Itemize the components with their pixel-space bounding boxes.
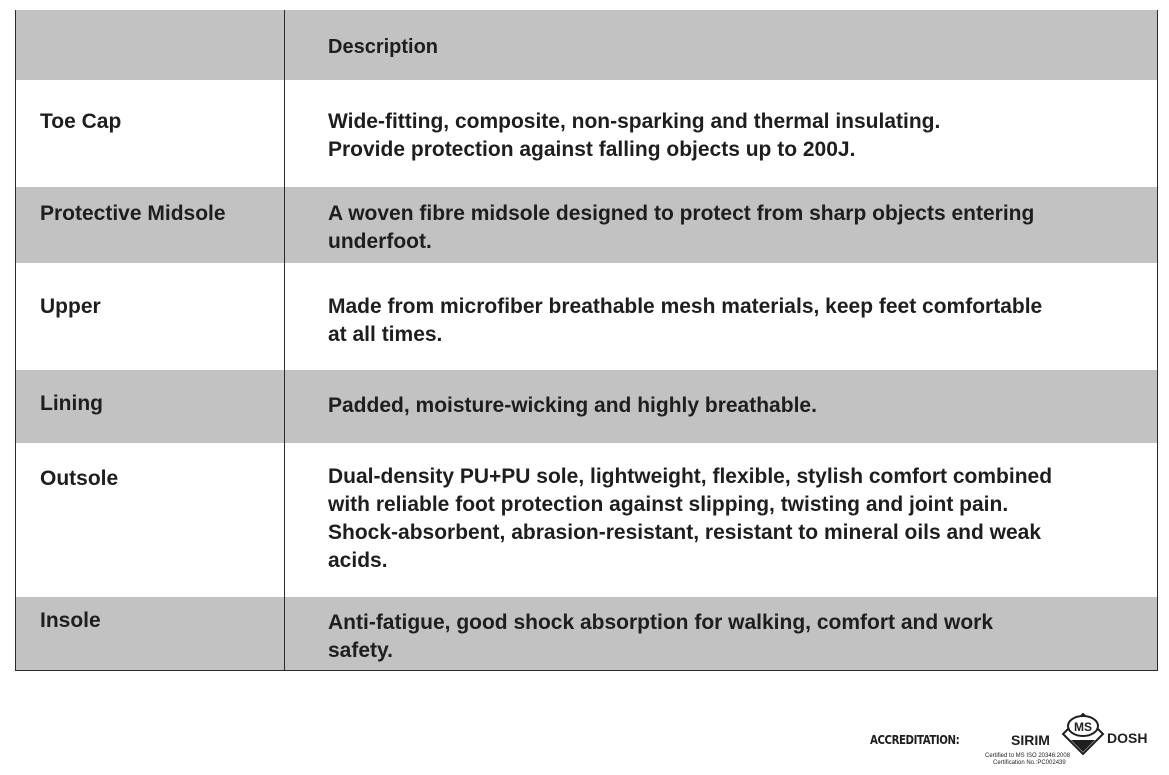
row-description (285, 187, 1157, 263)
header-label-cell (16, 10, 285, 80)
certification-number: Certification No.:PC002439 (993, 760, 1066, 766)
description-line: with reliable foot protection against slipping, twisting and joint pain. (328, 493, 1009, 516)
description-line: safety. (328, 639, 393, 662)
description-line: Shock-absorbent, abrasion-resistant, resistant to mineral oils and weak (328, 521, 1042, 544)
dosh-logo-text: DOSH (1107, 730, 1148, 746)
certification-standard: Certified to MS ISO 20346:2008 (985, 753, 1071, 759)
description-line: Made from microfiber breathable mesh materials, keep feet comfortable (328, 295, 1043, 318)
description-line: A woven fibre midsole designed to protect from sharp objects entering (328, 202, 1035, 225)
accreditation-label: ACCREDITATION: (870, 733, 960, 747)
row-description (285, 370, 1157, 443)
ms-mark-text: MS (1074, 720, 1092, 734)
spec-table (15, 10, 1158, 671)
ms-certification-mark-icon (1061, 712, 1105, 756)
row-description (285, 263, 1157, 370)
table-row (16, 263, 1157, 370)
row-label: Outsole (16, 443, 285, 597)
table-row (16, 443, 1157, 597)
header-description-cell: Description (328, 36, 439, 58)
description-line: Padded, moisture-wicking and highly breathable. (328, 394, 817, 417)
description-line: Provide protection against falling objects up to 200J. (328, 138, 856, 161)
description-line: acids. (328, 549, 388, 572)
row-label: Toe Cap (16, 80, 285, 187)
row-description (285, 80, 1157, 187)
table-row (16, 370, 1157, 443)
description-line: Anti-fatigue, good shock absorption for walking, comfort and work (328, 611, 994, 634)
table-header-row (16, 10, 1157, 80)
table-row (16, 597, 1157, 670)
row-label: Upper (16, 263, 285, 370)
description-line: underfoot. (328, 230, 432, 253)
table-row (16, 80, 1157, 187)
row-description (285, 597, 1157, 670)
description-line: at all times. (328, 323, 443, 346)
description-line: Wide-fitting, composite, non-sparking and thermal insulating. (328, 110, 941, 133)
sirim-logo-text: SIRIM (1011, 732, 1050, 748)
row-label: Lining (16, 370, 285, 443)
row-description (285, 443, 1157, 597)
row-label: Protective Midsole (16, 187, 285, 263)
table-row (16, 187, 1157, 263)
row-label: Insole (16, 597, 285, 670)
description-line: Dual-density PU+PU sole, lightweight, flexible, stylish comfort combined (328, 465, 1053, 488)
certification-logo (983, 712, 1159, 772)
